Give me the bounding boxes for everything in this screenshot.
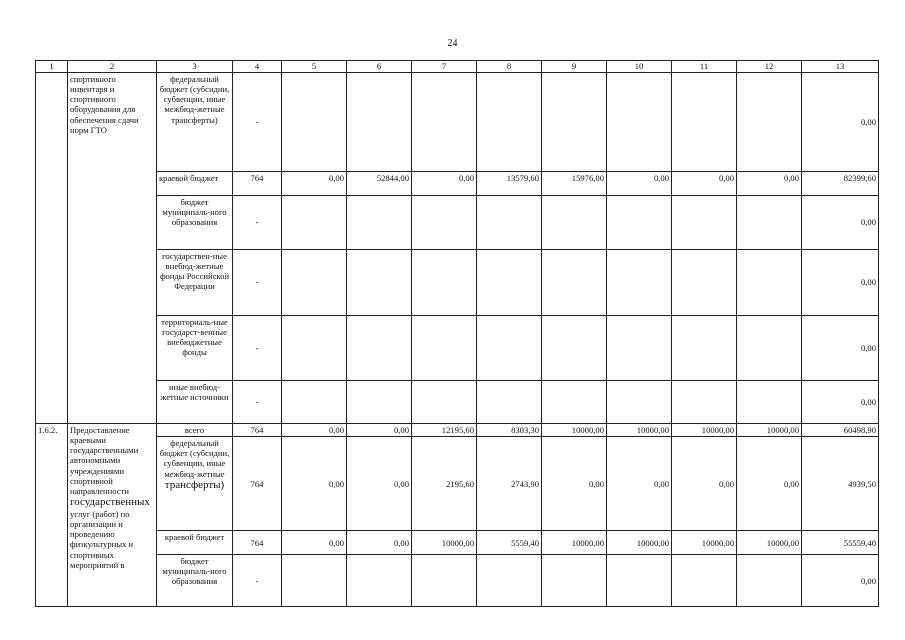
value-cell: 0,00 [412, 172, 477, 196]
header-cell: 11 [672, 61, 737, 73]
value-cell: 10000,00 [607, 424, 672, 437]
value-cell [672, 555, 737, 607]
value-cell: 52844,00 [347, 172, 412, 196]
table-row [36, 196, 879, 250]
value-cell: 10000,00 [672, 531, 737, 555]
total-cell: 82399,60 [802, 172, 879, 196]
value-cell [672, 316, 737, 381]
value-cell: 10000,00 [542, 531, 607, 555]
value-cell: 2195,60 [412, 437, 477, 531]
table-row [36, 73, 879, 172]
value-cell: 15976,00 [542, 172, 607, 196]
value-cell: 0,00 [282, 531, 347, 555]
header-cell: 8 [477, 61, 542, 73]
value-cell [347, 196, 412, 250]
item-name-part: услуг (работ) по организации и проведению физкультурных и спортивных мероприятий в [70, 508, 134, 570]
value-cell [672, 73, 737, 172]
value-cell: 10000,00 [672, 424, 737, 437]
value-cell [737, 196, 802, 250]
item-number-cell [36, 73, 68, 424]
value-cell: 0,00 [672, 437, 737, 531]
value-cell [347, 250, 412, 316]
value-cell: 10000,00 [737, 424, 802, 437]
source-cell [157, 437, 233, 531]
value-cell [282, 250, 347, 316]
code-cell: - [233, 196, 282, 250]
value-cell [412, 316, 477, 381]
value-cell: 0,00 [607, 437, 672, 531]
source-cell: всего [157, 424, 233, 437]
source-cell: иные внебюд-жетные источники [157, 381, 233, 424]
code-cell: - [233, 73, 282, 172]
value-cell: 2743,90 [477, 437, 542, 531]
value-cell [282, 555, 347, 607]
header-cell: 13 [802, 61, 879, 73]
total-cell: 0,00 [802, 381, 879, 424]
value-cell [477, 555, 542, 607]
header-cell: 12 [737, 61, 802, 73]
source-cell: территориаль-ные государст-венные внебюджетные фонды [157, 316, 233, 381]
source-cell: краевой бюджет [157, 172, 233, 196]
value-cell [607, 250, 672, 316]
value-cell: 0,00 [737, 437, 802, 531]
value-cell [412, 196, 477, 250]
total-cell: 0,00 [802, 316, 879, 381]
total-cell: 0,00 [802, 196, 879, 250]
source-cell: бюджет муниципаль-ного образования [157, 196, 233, 250]
value-cell: 0,00 [737, 172, 802, 196]
item-name-cell [68, 424, 157, 607]
header-cell: 6 [347, 61, 412, 73]
header-cell: 10 [607, 61, 672, 73]
header-cell: 5 [282, 61, 347, 73]
table-row [36, 424, 879, 437]
value-cell [542, 73, 607, 172]
value-cell [542, 316, 607, 381]
table-row [36, 437, 879, 531]
value-cell [607, 555, 672, 607]
code-cell: - [233, 316, 282, 381]
source-cell: краевой бюджет [157, 531, 233, 555]
value-cell [412, 250, 477, 316]
value-cell: 10000,00 [542, 424, 607, 437]
header-cell: 4 [233, 61, 282, 73]
value-cell [412, 555, 477, 607]
value-cell [737, 73, 802, 172]
value-cell: 0,00 [347, 424, 412, 437]
value-cell [542, 381, 607, 424]
value-cell: 0,00 [542, 437, 607, 531]
value-cell: 10000,00 [412, 531, 477, 555]
value-cell [347, 73, 412, 172]
source-text: федеральный бюджет (субсидии, субвенции, иные межбюд-жетные [159, 438, 230, 479]
code-cell: - [233, 555, 282, 607]
value-cell: 10000,00 [737, 531, 802, 555]
value-cell [542, 196, 607, 250]
item-number-cell: 1.6.2. [36, 424, 68, 607]
value-cell: 12195,60 [412, 424, 477, 437]
value-cell [542, 555, 607, 607]
value-cell [542, 250, 607, 316]
value-cell [607, 73, 672, 172]
code-cell: - [233, 381, 282, 424]
source-text: трансферты) [164, 478, 225, 491]
table-row [36, 531, 879, 555]
value-cell [412, 73, 477, 172]
item-name-cell: спортивного инвентаря и спортивного оборудования для обеспечения сдачи норм ГТО [68, 73, 157, 424]
total-cell: 0,00 [802, 555, 879, 607]
total-cell: 60498,90 [802, 424, 879, 437]
value-cell [347, 381, 412, 424]
header-row [36, 61, 879, 73]
value-cell: 10000,00 [607, 531, 672, 555]
value-cell: 8303,30 [477, 424, 542, 437]
value-cell [282, 196, 347, 250]
value-cell [477, 381, 542, 424]
value-cell [737, 555, 802, 607]
value-cell [737, 250, 802, 316]
value-cell [477, 250, 542, 316]
header-cell: 1 [36, 61, 68, 73]
value-cell: 0,00 [607, 172, 672, 196]
value-cell [347, 316, 412, 381]
value-cell [607, 381, 672, 424]
value-cell [412, 381, 477, 424]
header-cell: 2 [68, 61, 157, 73]
code-cell: 764 [233, 437, 282, 531]
value-cell [477, 316, 542, 381]
value-cell: 0,00 [282, 172, 347, 196]
value-cell [672, 381, 737, 424]
source-cell: бюджет муниципаль-ного образования [157, 555, 233, 607]
value-cell [737, 381, 802, 424]
value-cell [672, 250, 737, 316]
value-cell: 5559,40 [477, 531, 542, 555]
value-cell [282, 381, 347, 424]
item-name-part: государственных [70, 495, 150, 508]
value-cell [347, 555, 412, 607]
value-cell [607, 316, 672, 381]
table-row [36, 381, 879, 424]
header-cell: 9 [542, 61, 607, 73]
item-name-part: Предоставление краевыми государственными автономными учреждениями спортивной направленности [70, 425, 139, 496]
total-cell: 55559,40 [802, 531, 879, 555]
value-cell [477, 73, 542, 172]
value-cell [282, 73, 347, 172]
total-cell: 4939,50 [802, 437, 879, 531]
code-cell: 764 [233, 531, 282, 555]
value-cell: 0,00 [347, 531, 412, 555]
value-cell: 0,00 [282, 424, 347, 437]
total-cell: 0,00 [802, 73, 879, 172]
value-cell: 0,00 [347, 437, 412, 531]
value-cell: 0,00 [282, 437, 347, 531]
value-cell [477, 196, 542, 250]
value-cell [672, 196, 737, 250]
value-cell [737, 316, 802, 381]
table-row [36, 555, 879, 607]
header-cell: 7 [412, 61, 477, 73]
source-cell: государствен-ные внебюд-жетные фонды Российской Федерации [157, 250, 233, 316]
code-cell: - [233, 250, 282, 316]
value-cell: 13579,60 [477, 172, 542, 196]
value-cell [607, 196, 672, 250]
table-row [36, 250, 879, 316]
page-number: 24 [447, 38, 458, 49]
total-cell: 0,00 [802, 250, 879, 316]
table-row [36, 172, 879, 196]
header-cell: 3 [157, 61, 233, 73]
table-row [36, 316, 879, 381]
value-cell: 0,00 [672, 172, 737, 196]
code-cell: 764 [233, 424, 282, 437]
budget-table [35, 60, 879, 607]
value-cell [282, 316, 347, 381]
code-cell: 764 [233, 172, 282, 196]
source-cell: федеральный бюджет (субсидии, субвенции, иные межбюд-жетные трансферты) [157, 73, 233, 172]
